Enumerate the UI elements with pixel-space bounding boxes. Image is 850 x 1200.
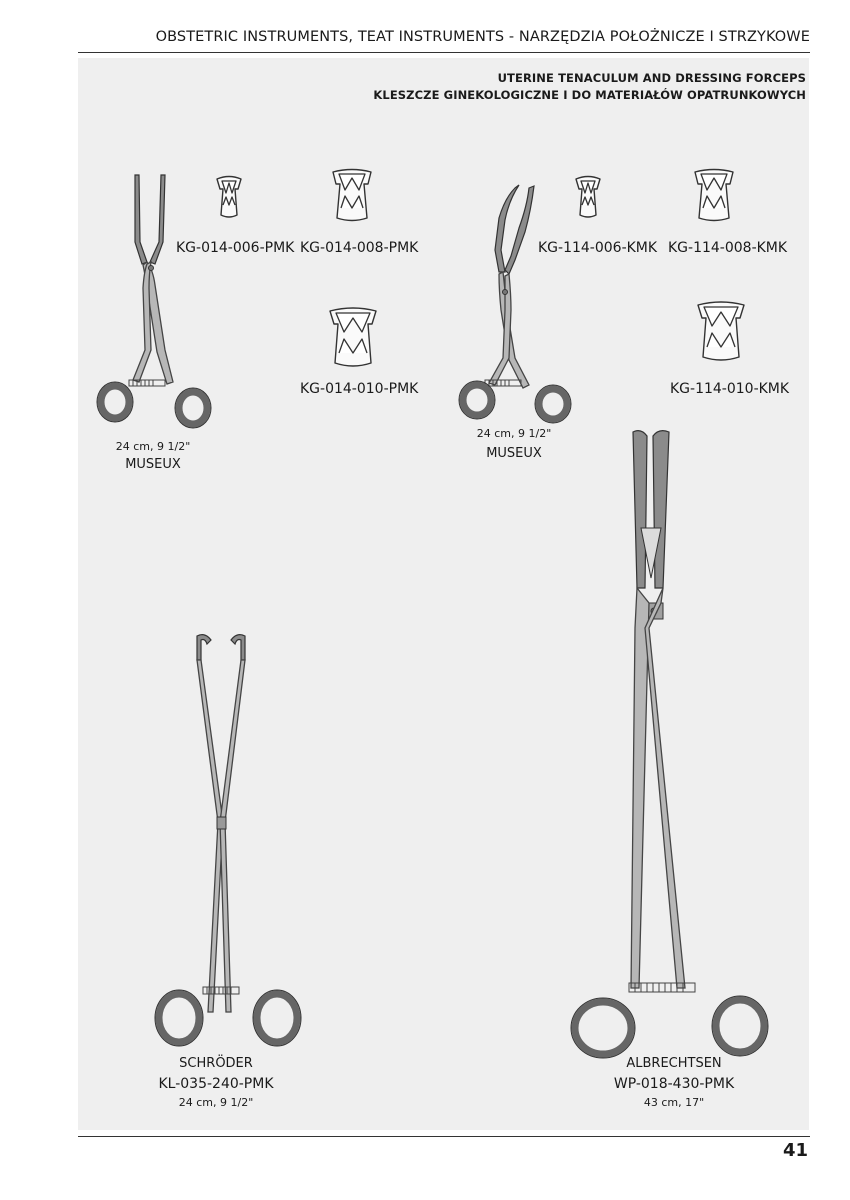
header-rule <box>78 52 810 53</box>
product-name: ALBRECHTSEN <box>626 1056 722 1071</box>
product-name: MUSEUX <box>486 446 542 461</box>
variant-code: KG-114-008-KMK <box>668 240 788 256</box>
product-name: SCHRÖDER <box>179 1056 253 1071</box>
variant-code: KG-114-006-KMK <box>538 240 658 256</box>
tip-shape-008-icon <box>330 168 374 224</box>
schroder-forceps-image <box>145 632 310 1052</box>
footer-rule <box>78 1136 810 1137</box>
product-code: KL-035-240-PMK <box>158 1076 274 1092</box>
page-number: 41 <box>782 1140 808 1161</box>
museux-straight-forceps-image <box>95 170 225 425</box>
product-code: WP-018-430-PMK <box>613 1076 735 1092</box>
product-size: 24 cm, 9 1/2" <box>476 427 552 440</box>
albrechtsen-forceps-image <box>565 428 780 1060</box>
product-size: 43 cm, 17" <box>643 1096 705 1109</box>
product-name: MUSEUX <box>125 457 181 472</box>
section-title <box>373 70 806 104</box>
product-size: 24 cm, 9 1/2" <box>115 440 191 453</box>
tip-shape-010-icon <box>695 300 747 364</box>
tip-shape-008-icon <box>692 168 736 224</box>
section-title-pl: KLESZCZE GINEKOLOGICZNE I DO MATERIAŁÓW OPATRUNKOWYCH <box>373 88 806 102</box>
variant-code: KG-114-010-KMK <box>670 381 790 397</box>
tip-shape-010-icon <box>327 306 379 370</box>
section-title-en: UTERINE TENACULUM AND DRESSING FORCEPS <box>497 71 806 85</box>
variant-code: KG-014-006-PMK <box>176 240 295 256</box>
variant-code: KG-014-008-PMK <box>300 240 419 256</box>
variant-code: KG-014-010-PMK <box>300 381 419 397</box>
tip-shape-006-icon <box>214 175 244 221</box>
tip-shape-006-icon <box>573 175 603 221</box>
page-header-title: OBSTETRIC INSTRUMENTS, TEAT INSTRUMENTS - NARZĘDZIA POŁOŻNICZE I STRZYKOWE <box>155 29 810 45</box>
product-size: 24 cm, 9 1/2" <box>178 1096 254 1109</box>
museux-curved-forceps-image <box>455 180 585 425</box>
